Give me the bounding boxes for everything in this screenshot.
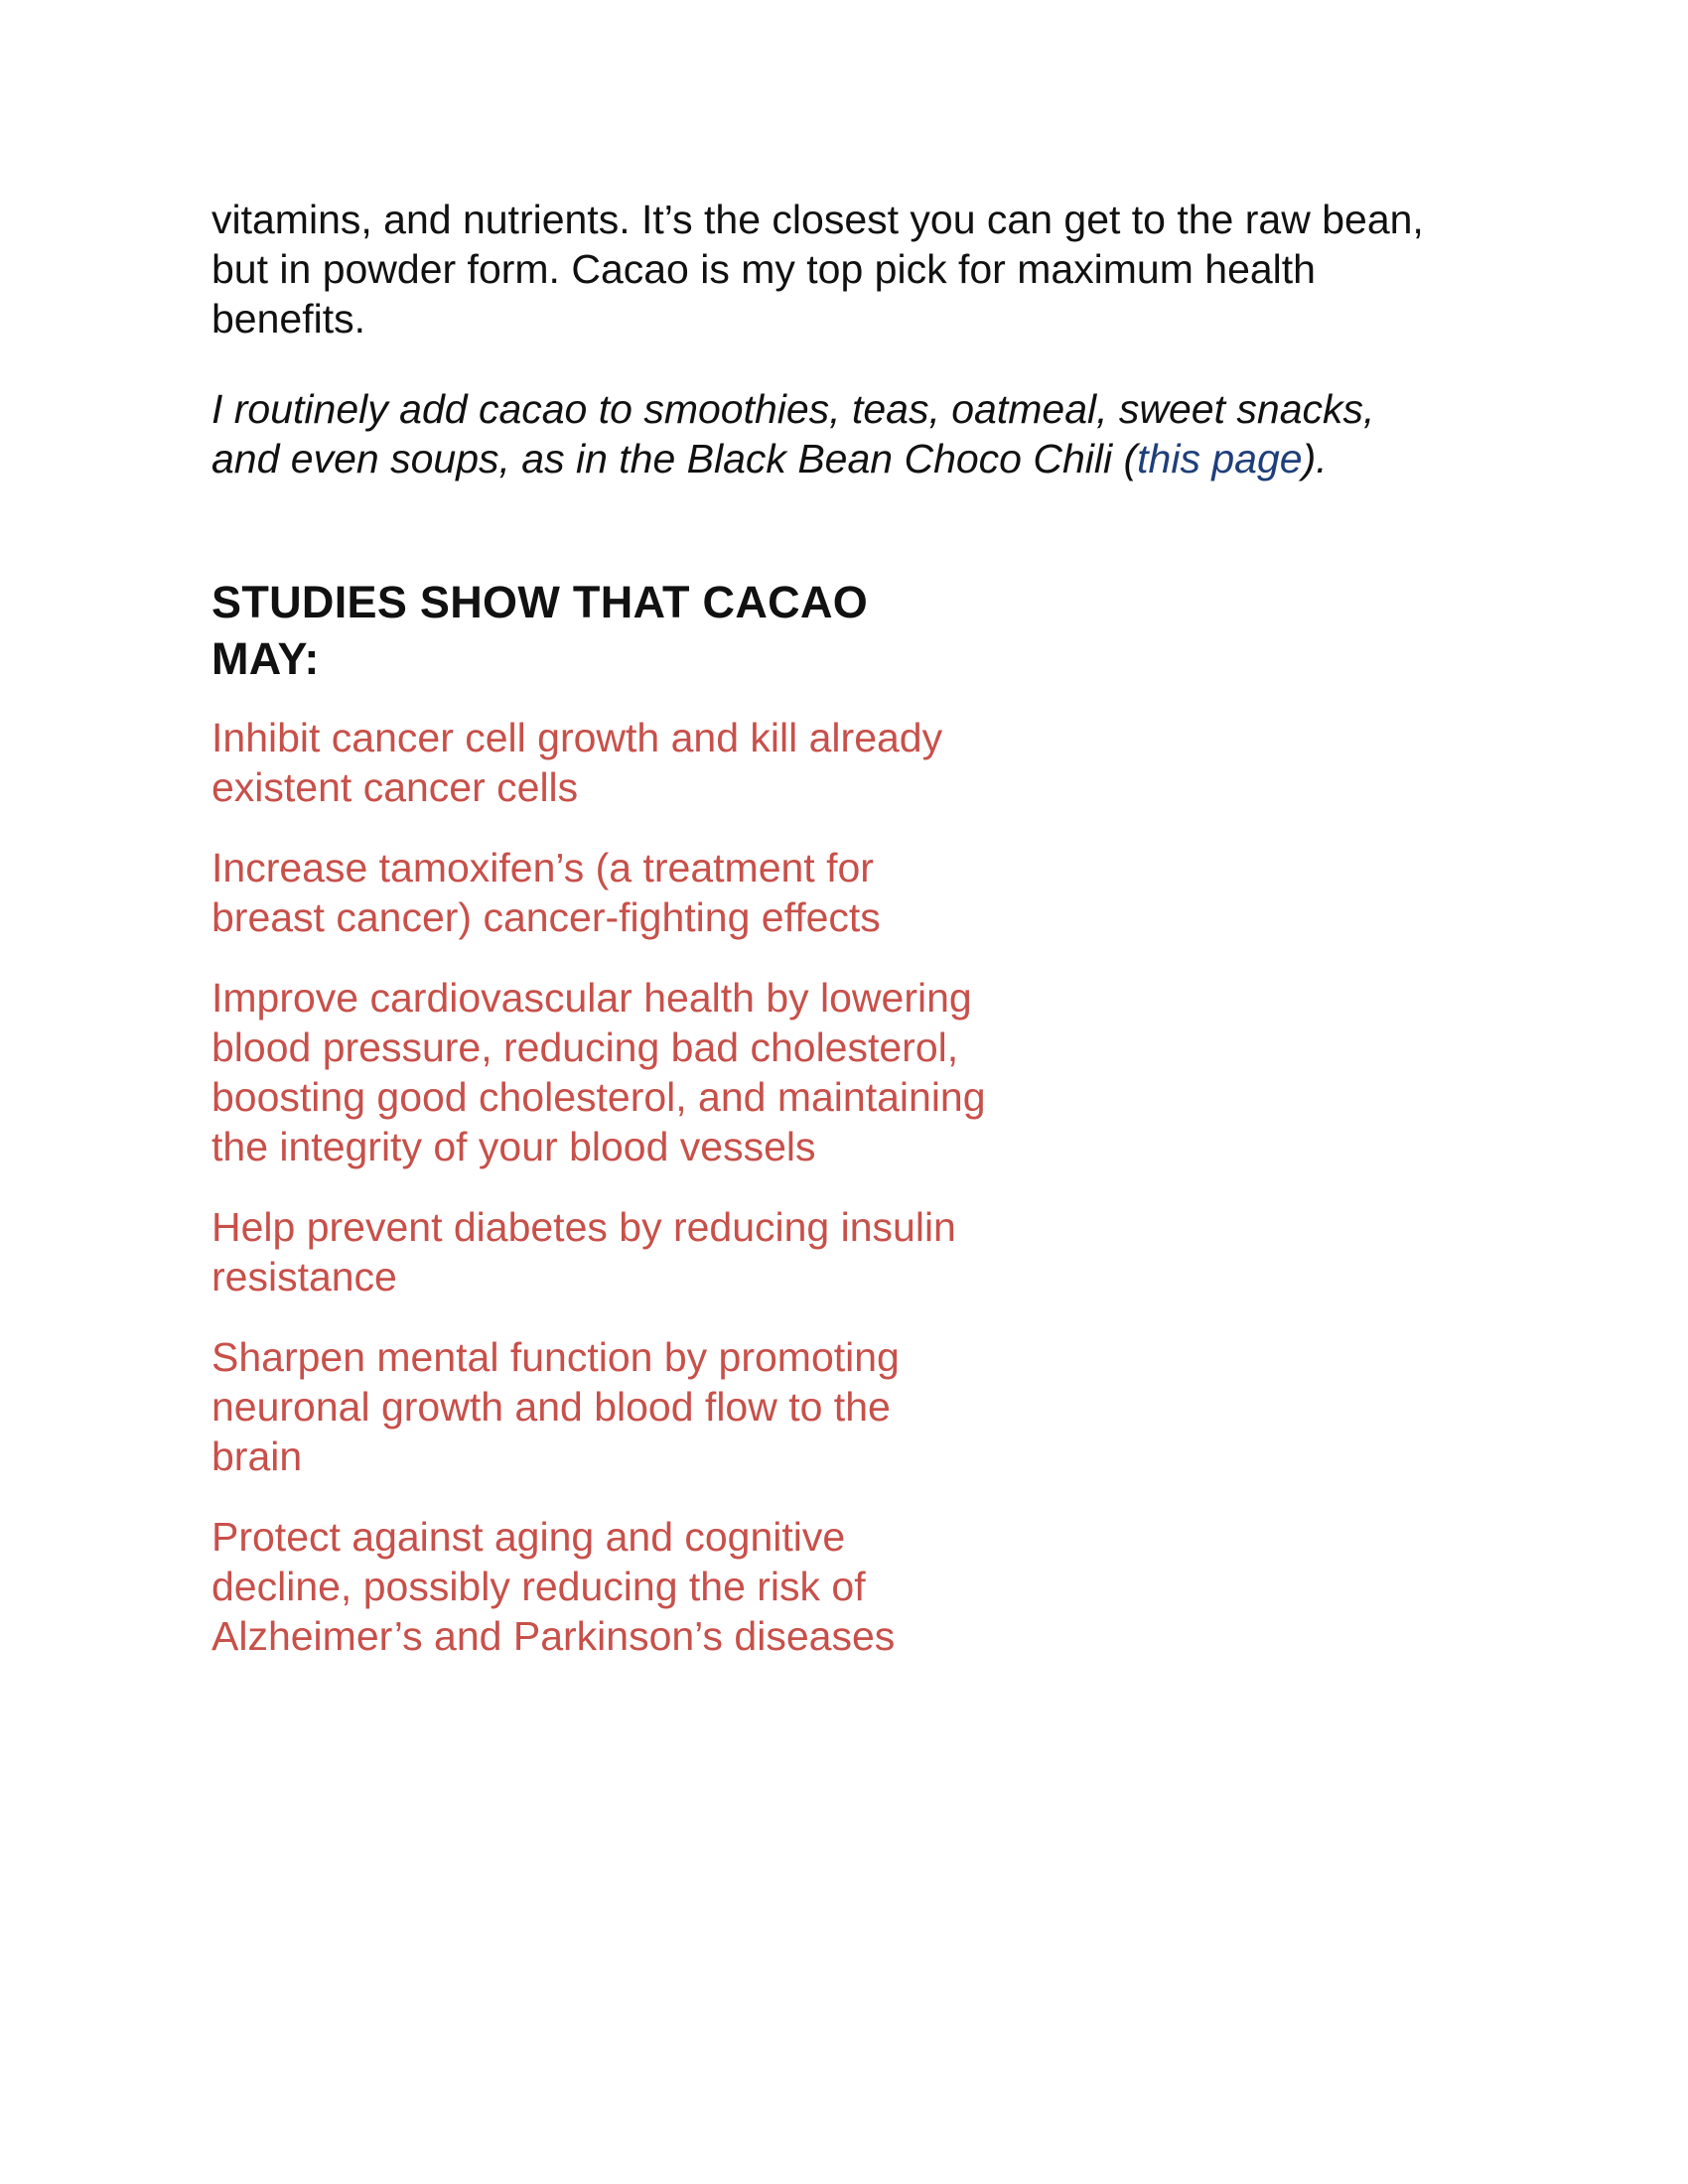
- list-item: Improve cardiovascular health by lowering blood pressure, reducing bad cholesterol, boosting good cholesterol, and maintaining the integrity of your blood vessels: [211, 975, 986, 1169]
- intro-paragraph: vitamins, and nutrients. It’s the closest you can get to the raw bean, but in powder form. Cacao is my top pick for maximum health benefits.: [211, 197, 1424, 341]
- list-item: Help prevent diabetes by reducing insulin resistance: [211, 1204, 956, 1299]
- cacao-usage-note: [211, 384, 1453, 483]
- studies-list: [211, 713, 986, 1661]
- note-text-after-link: ).: [1302, 436, 1328, 481]
- studies-heading: STUDIES SHOW THAT CACAO MAY:: [211, 577, 869, 684]
- list-item: Sharpen mental function by promoting neuronal growth and blood flow to the brain: [211, 1334, 900, 1479]
- note-text-before-link: I routinely add cacao to smoothies, teas, oatmeal, sweet snacks, and even soups, as in the Black Bean Choco Chili (: [211, 386, 1375, 481]
- list-item: Inhibit cancer cell growth and kill already existent cancer cells: [211, 715, 943, 810]
- document-page: [211, 195, 1453, 1692]
- this-page-link[interactable]: this page: [1137, 436, 1303, 481]
- list-item: Increase tamoxifen’s (a treatment for breast cancer) cancer-fighting effects: [211, 845, 881, 940]
- list-item: Protect against aging and cognitive decline, possibly reducing the risk of Alzheimer’s and Parkinson’s diseases: [211, 1514, 896, 1659]
